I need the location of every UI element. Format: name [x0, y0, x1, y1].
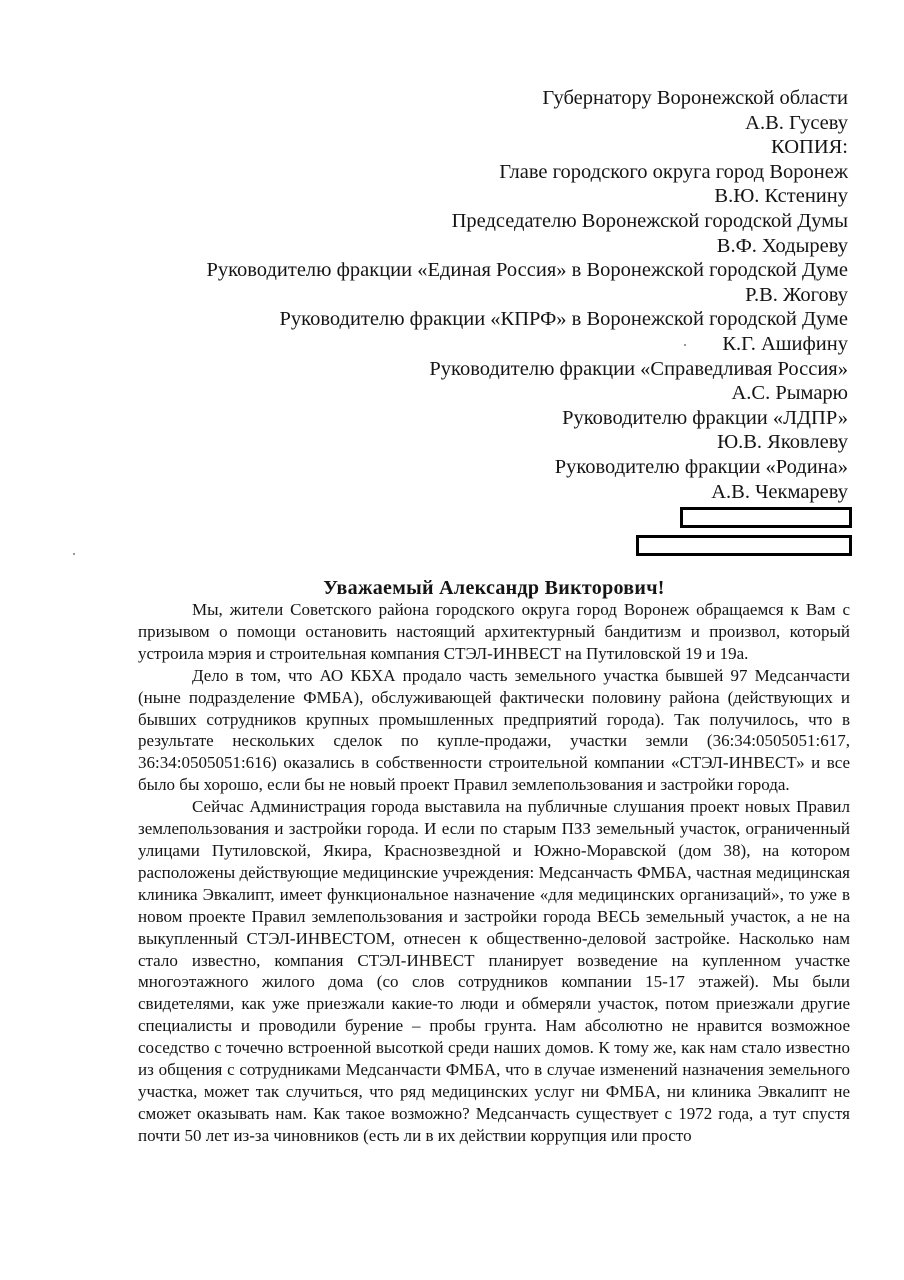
- addressee-line: Р.В. Жогову: [745, 283, 848, 306]
- addressee-line: Губернатору Воронежской области: [542, 87, 848, 109]
- addressee-line: В.Ю. Кстенину: [714, 185, 848, 208]
- addressee-line: Ю.В. Яковлеву: [717, 431, 848, 454]
- scan-speck: [73, 553, 75, 555]
- addressee-line: Руководителю фракции «ЛДПР»: [562, 406, 848, 429]
- addressee-line: КОПИЯ:: [771, 136, 848, 159]
- addressee-line: А.С. Рымарю: [731, 382, 848, 405]
- addressee-line: А.В. Гусеву: [745, 111, 848, 134]
- redaction-box: [636, 535, 852, 556]
- addressee-line: Руководителю фракции «Справедливая Россия»: [429, 357, 848, 380]
- salutation: Уважаемый Александр Викторович!: [323, 577, 665, 599]
- addressee-line: К.Г. Ашифину: [722, 332, 848, 355]
- addressee-block: [128, 86, 848, 504]
- scan-speck: [684, 344, 686, 346]
- addressee-line: В.Ф. Ходыреву: [716, 234, 848, 257]
- letter-body: [138, 599, 850, 1147]
- addressee-line: Руководителю фракции «КПРФ» в Воронежской городской Думе: [279, 308, 848, 331]
- addressee-line: А.В. Чекмареву: [711, 480, 848, 503]
- addressee-line: Главе городского округа город Воронеж: [499, 160, 848, 183]
- paragraph: Сейчас Администрация города выставила на публичные слушания проект новых Правил землепользования и застройки города. И если по старым ПЗЗ земельный участок, ограниченный улицами Путиловской, Якира, Краснозвездной и Южно-Моравской (дом 38), на котором расположены действующие медицинские учреждения: Медсанчасть ФМБА, частная медицинская клиника Эвкалипт, имеет функциональное назначение «для медицинских организаций», то уже в новом проекте Правил землепользования и застройки города ВЕСЬ земельный участок, а не на выкупленный СТЭЛ-ИНВЕСТОМ, отнесен к общественно-деловой застройке. Насколько нам стало известно, компания СТЭЛ-ИНВЕСТ планирует возведение на купленном участке многоэтажного жилого дома (со слов сотрудников компании 15-17 этажей). Мы были свидетелями, как уже приезжали какие-то люди и обмеряли участок, потом приезжали другие специалисты и проводили бурение – пробы грунта. Нам абсолютно не нравится возможное соседство с точечно встроенной высоткой среди наших домов. К тому же, как нам стало известно из общения с сотрудниками Медсанчасти ФМБА, что в случае изменений назначения земельного участка, может так случиться, что ряд медицинских услуг ни ФМБА, ни клиника Эвкалипт не сможет оказывать нам. Как такое возможно? Медсанчасть существует с 1972 года, а тут спустя почти 50 лет из-за чиновников (есть ли в их действии коррупция или просто: [138, 797, 850, 1145]
- redaction-box: [680, 507, 852, 528]
- paragraph: Мы, жители Советского района городского округа город Воронеж обращаемся к Вам с призывом о помощи остановить настоящий архитектурный бандитизм и произвол, который устроила мэрия и строительная компания СТЭЛ-ИНВЕСТ на Путиловской 19 и 19а.: [138, 600, 850, 663]
- paragraph: Дело в том, что АО КБХА продало часть земельного участка бывшей 97 Медсанчасти (ныне подразделение ФМБА), обслуживающей фактически половину района (действующих и бывших сотрудников крупных промышленных предприятий города). Так получилось, что в результате нескольких сделок по купле-продажи, участки земли (36:34:0505051:617, 36:34:0505051:616) оказались в собственности строительной компании «СТЭЛ-ИНВЕСТ» и все было бы хорошо, если бы не новый проект Правил землепользования и застройки города.: [138, 665, 850, 795]
- addressee-line: Руководителю фракции «Родина»: [554, 455, 848, 478]
- addressee-line: Руководителю фракции «Единая Россия» в Воронежской городской Думе: [206, 259, 848, 282]
- addressee-line: Председателю Воронежской городской Думы: [451, 209, 848, 232]
